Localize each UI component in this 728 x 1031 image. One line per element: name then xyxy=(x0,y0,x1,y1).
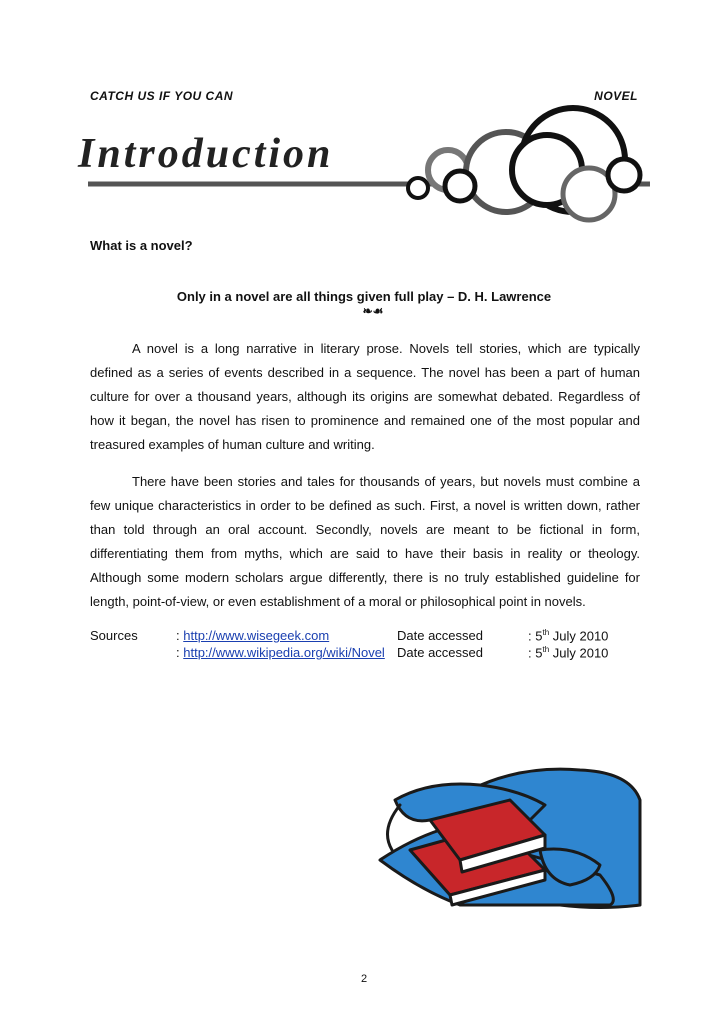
date-accessed-label: Date accessed xyxy=(397,645,483,660)
running-header-section: NOVEL xyxy=(594,89,638,103)
section-question: What is a novel? xyxy=(90,238,193,253)
paragraph-text: A novel is a long narrative in literary prose. Novels tell stories, which are typically defined as a series of events described in a sequence. The novel has been a part of human culture for over a thousand years, although its origins are somewhat debated. Regardless of how it began, the novel has risen to prominence and remained one of the most popular and treasured examples of human culture and writing. xyxy=(90,341,640,452)
sources-label: Sources xyxy=(90,628,138,643)
source-link[interactable]: http://www.wikipedia.org/wiki/Novel xyxy=(183,645,385,660)
running-header-title: CATCH US IF YOU CAN xyxy=(90,89,234,103)
page-number: 2 xyxy=(360,973,368,985)
source-entry: Sources : http://www.wisegeek.com Date accessed : 5th July 2010 xyxy=(90,628,609,644)
source-link[interactable]: http://www.wisegeek.com xyxy=(183,628,330,643)
epigraph-text: Only in a novel are all things given full play – D. H. Lawrence xyxy=(176,289,552,304)
source-entry: : http://www.wikipedia.org/wiki/Novel Date accessed : 5th July 2010 xyxy=(176,645,609,661)
floral-ornament-icon: ❧☙ xyxy=(362,304,384,318)
paragraph-text: There have been stories and tales for thousands of years, but novels must combine a few unique characteristics in order to be defined as such. First, a novel is written down, rather than told through an oral account. Secondly, novels are meant to be fictional in form, differentiating them from myths, which are said to have their basis in reality or theology. Although some modern scholars argue differently, there is no truly established guideline for length, point-of-view, or even establishment of a moral or philosophical point in novels. xyxy=(90,474,640,609)
page-title: Introduction xyxy=(78,131,334,177)
date-accessed-label: Date accessed xyxy=(397,628,483,643)
date-accessed-value: : 5th July 2010 xyxy=(528,628,609,644)
date-accessed-value: : 5th July 2010 xyxy=(528,645,609,661)
